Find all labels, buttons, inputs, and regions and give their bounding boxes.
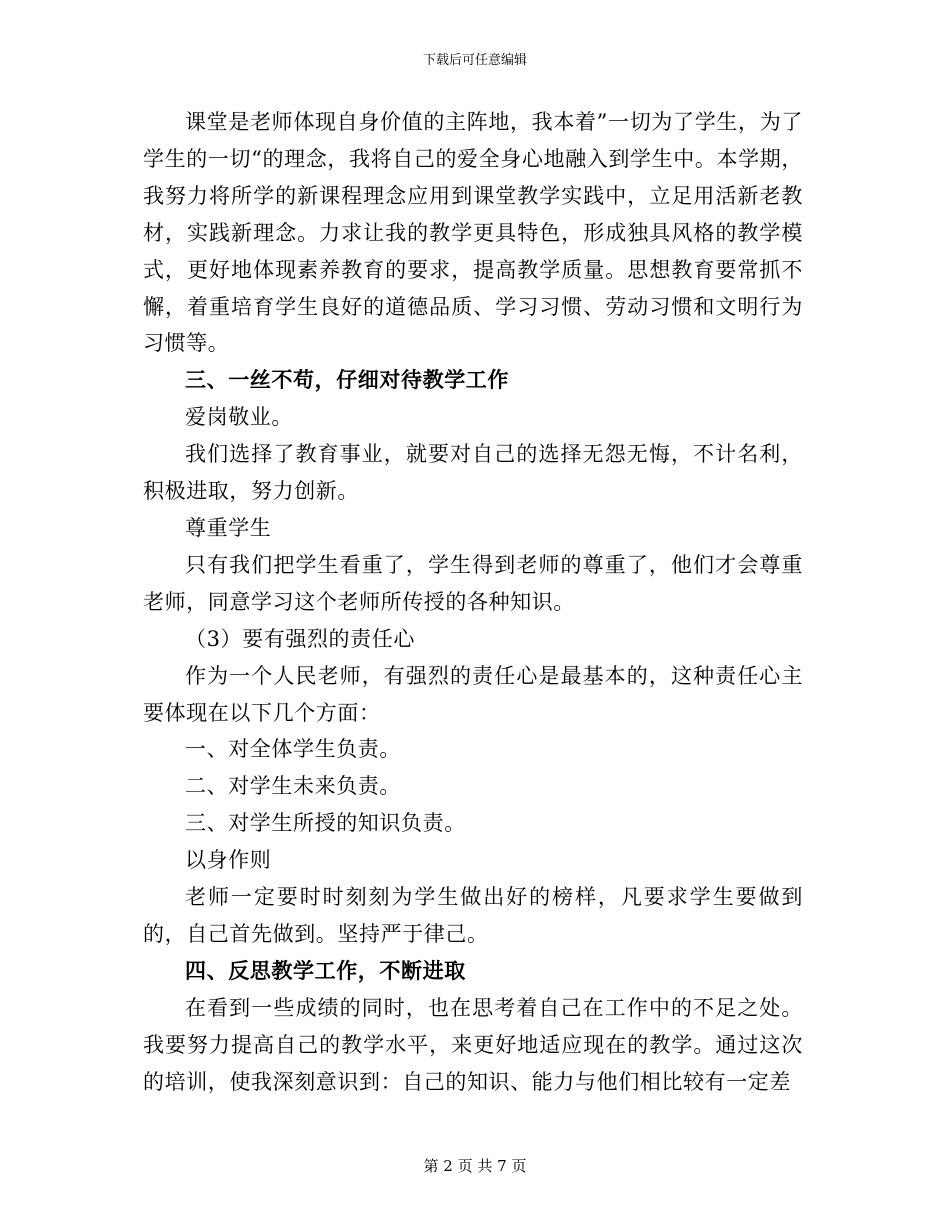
section-heading-3: 三、一丝不苟，仔细对待教学工作 (185, 367, 509, 393)
document-body (143, 104, 803, 1100)
list-item-responsibility-1: 一、对全体学生负责。 (185, 737, 401, 762)
page-header: 下载后可任意编辑 (422, 53, 527, 68)
section-heading-4: 四、反思教学工作，不断进取 (185, 957, 466, 983)
paragraph-lead-by-example: 老师一定要时时刻刻为学生做出好的榜样，凡要求学生要做到的，自己首先做到。坚持严于律己。 (143, 885, 803, 946)
page-footer: 第 2 页 共 7 页 (423, 1157, 527, 1175)
list-item-responsibility-2: 二、对学生未来负责。 (185, 774, 401, 799)
list-item-responsibility-3: 三、对学生所授的知识负责。 (185, 811, 466, 836)
subheading-dedication: 爱岗敬业。 (185, 405, 293, 430)
subheading-responsibility: （3）要有强烈的责任心 (185, 626, 415, 651)
paragraph-dedication: 我们选择了教育事业，就要对自己的选择无怨无悔，不计名利，积极进取，努力创新。 (143, 442, 803, 504)
paragraph-respect-students: 只有我们把学生看重了，学生得到老师的尊重了，他们才会尊重老师，同意学习这个老师所传授的各种知识。 (143, 552, 803, 614)
paragraph-reflection: 在看到一些成绩的同时，也在思考着自己在工作中的不足之处。我要努力提高自己的教学水平，来更好地适应现在的教学。通过这次的培训，使我深刻意识到：自己的知识、能力与他们相比较有一定差 (143, 995, 803, 1094)
paragraph-classroom: 课堂是老师体现自身价值的主阵地，我本着”一切为了学生，为了学生的一切“的理念，我将自己的爱全身心地融入到学生中。本学期，我努力将所学的新课程理念应用到课堂教学实践中，立足用活新老教材，实践新理念。力求让我的教学更具特色，形成独具风格的教学模式，更好地体现素养教育的要求，提高教学质量。思想教育要常抓不懈，着重培育学生良好的道德品质、学习习惯、劳动习惯和文明行为习惯等。 (143, 110, 803, 356)
subheading-respect-students: 尊重学生 (185, 515, 272, 540)
subheading-lead-by-example: 以身作则 (185, 848, 272, 873)
paragraph-responsibility: 作为一个人民老师，有强烈的责任心是最基本的，这种责任心主要体现在以下几个方面： (143, 663, 803, 725)
